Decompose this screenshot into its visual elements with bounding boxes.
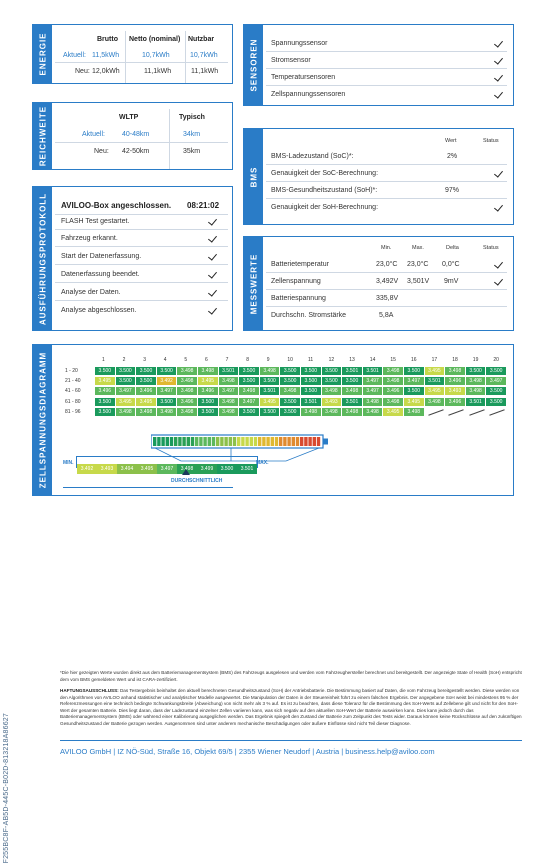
messwert-label: Durchschn. Stromstärke	[271, 312, 347, 319]
battery-cell-bar	[195, 437, 198, 446]
cell-voltage: 3.500	[486, 387, 506, 395]
protokoll-item: Analyse abgeschlossen.	[61, 307, 137, 314]
energie-header-netto: Netto (nominal)	[129, 36, 181, 43]
grid-column-label: 15	[390, 357, 396, 363]
sensoren-panel	[243, 24, 514, 106]
cell-voltage: 3.498	[445, 367, 465, 375]
messwert-value: 3,492V	[376, 278, 399, 285]
cell-voltage: 3.500	[486, 398, 506, 406]
cell-voltage: 3.495	[136, 398, 156, 406]
grid-column-label: 10	[287, 357, 293, 363]
cell-voltage: 3.500	[95, 408, 115, 416]
cell-voltage: 3.500	[116, 367, 136, 375]
cell-voltage: 3.498	[466, 387, 486, 395]
protokoll-item: Datenerfassung beendet.	[61, 271, 140, 278]
average-label: DURCHSCHNITTLICH	[171, 478, 223, 484]
grid-column-label: 6	[205, 357, 208, 363]
cell-voltage: 3.500	[301, 377, 321, 385]
scale-value: 3.499	[197, 464, 217, 474]
cell-voltage: 3.498	[198, 367, 218, 375]
cell-voltage: 3.492	[157, 377, 177, 385]
battery-cell-bar	[254, 437, 257, 446]
battery-cell-bar	[224, 437, 227, 446]
messwerte-header-delta: Delta	[446, 245, 459, 251]
messwert-value: 5,8A	[379, 312, 394, 319]
cell-voltage: 3.493	[445, 387, 465, 395]
cell-voltage: 3.498	[239, 387, 259, 395]
energie-neu-brutto: 12,0kWh	[92, 68, 120, 75]
battery-cell-bar	[170, 437, 173, 446]
protokoll-tab: AUSFÜHRUNGSPROTOKOLL	[33, 187, 52, 330]
cell-voltage: 3.498	[383, 398, 403, 406]
cell-voltage: 3.495	[260, 398, 280, 406]
grid-column-label: 9	[266, 357, 270, 363]
reichweite-tab: REICHWEITE	[33, 103, 52, 169]
sensor-item: Temperatursensoren	[271, 74, 336, 81]
cell-voltage: 3.498	[157, 408, 177, 416]
battery-cell-bar	[187, 437, 190, 446]
scale-min-label: MIN.	[63, 460, 74, 466]
battery-cell-bar	[271, 437, 274, 446]
protokoll-item: FLASH Test gestartet.	[61, 218, 130, 225]
grid-column-label: 3	[143, 357, 146, 363]
cell-voltage: 3.497	[486, 377, 506, 385]
battery-cell-bar	[258, 437, 261, 446]
grid-column-label: 5	[184, 357, 188, 363]
battery-cell-bar	[283, 437, 286, 446]
cell-voltage: 3.500	[280, 367, 300, 375]
cell-voltage: 3.500	[116, 377, 136, 385]
cell-voltage: 3.496	[445, 377, 465, 385]
battery-cell-bar	[157, 437, 160, 446]
cell-voltage: 3.495	[95, 377, 115, 385]
cell-voltage: 3.497	[219, 387, 239, 395]
battery-cell-bar	[296, 437, 299, 446]
cell-voltage: 3.495	[425, 387, 445, 395]
battery-cell-bar	[220, 437, 223, 446]
bms-panel	[243, 128, 514, 225]
reichweite-neu-wltp: 42-50km	[122, 148, 150, 155]
cell-voltage: 3.497	[157, 387, 177, 395]
grid-row-label: 1 - 20	[65, 368, 78, 374]
bms-soc-label: BMS-Ladezustand (SoC)*:	[271, 153, 354, 160]
reichweite-aktuell-label: Aktuell:	[82, 131, 105, 138]
cell-voltage: 3.500	[322, 367, 342, 375]
messwert-label: Batteriespannung	[271, 295, 326, 302]
cell-voltage: 3.495	[116, 398, 136, 406]
bms-tab: BMS	[244, 129, 263, 224]
grid-column-label: 13	[349, 357, 355, 363]
empty-cell	[469, 409, 484, 415]
energie-row-neu-label: Neu:	[75, 68, 90, 75]
grid-row-label: 61 - 80	[65, 398, 81, 405]
cell-voltage: 3.498	[219, 398, 239, 406]
messwert-value: 23,0°C	[407, 261, 429, 268]
cell-voltage: 3.495	[425, 367, 445, 375]
energie-aktuell-netto: 10,7kWh	[142, 52, 170, 59]
cell-voltage: 3.501	[363, 367, 383, 375]
reichweite-panel	[32, 102, 233, 170]
cell-voltage: 3.498	[116, 408, 136, 416]
cell-voltage: 3.500	[198, 408, 218, 416]
footer-contact: AVILOO GmbH | IZ NÖ-Süd, Straße 16, Objekt 69/5 | 2355 Wiener Neudorf | Austria | business.help@aviloo.com	[60, 747, 435, 756]
protokoll-panel	[32, 186, 233, 331]
cell-voltage: 3.500	[136, 377, 156, 385]
cell-voltage: 3.495	[198, 377, 218, 385]
cell-voltage: 3.495	[404, 398, 424, 406]
cell-voltage: 3.498	[301, 408, 321, 416]
cell-voltage: 3.500	[486, 367, 506, 375]
cell-voltage: 3.500	[95, 398, 115, 406]
cell-voltage: 3.496	[445, 398, 465, 406]
battery-cell-bar	[203, 437, 206, 446]
check-icon	[208, 216, 217, 225]
battery-cell-bar	[262, 437, 265, 446]
reichweite-header-wltp: WLTP	[119, 114, 139, 121]
cell-voltage: 3.495	[383, 408, 403, 416]
energie-header-brutto: Brutto	[97, 36, 118, 43]
cell-voltage: 3.500	[404, 367, 424, 375]
check-icon	[208, 287, 217, 296]
cell-voltage: 3.500	[136, 367, 156, 375]
energie-aktuell-nutzbar: 10,7kWh	[190, 52, 218, 59]
battery-cell-bar	[313, 437, 316, 446]
grid-row-label: 21 - 40	[65, 378, 81, 385]
reichweite-neu-label: Neu:	[94, 148, 109, 155]
voltage-scale	[76, 456, 258, 472]
disclaimer-text: Das Testergebnis beinhaltet den aktuell berechneten Gesundheitszustand (SoH) der Antriebsbatterie. Die Bestimmung basiert auf Daten, die vom Fahrzeug bereitgestellt werden. Diese werden von den Algorithmen von AVILOO anhand statistischer und analytischer Modelle ausgewertet. Die Manipulation der Daten in der Steuereinheit führt zu einem falschen Ergebnis. Der angegebene SoH weist bei mindestens 95 % der Referenzmessungen eine technisch bedingte Schwankungsbreite (Abweichung) von nicht mehr als 3 % auf. Es ist zu beachten, dass diese Toleranz für die Bestimmung des SoH-Werts auf Zellebene gilt und nicht für den SoH-Wert der gesamten Batterie. Dies liegt daran, dass der Ladezustand einzelner Zellen variieren kann, was sich negativ auf den aktuellen SoH-Wert der Batterie auswirken kann. Dies kann jedoch durch das Batteriemanagementsystem (BMS) oder während einer Kalibrierung ausgeglichen werden. Das Ergebnis spiegelt den Zustand der Batterie zum Zeitpunkt des Tests wider. Daraus können keine Rückschlüsse auf den zukünftigen Gesundheitszustand der Batterie gezogen werden. Ausgenommen sind unter anderem mechanische Beschädigungen oder äußere Einflüsse sind nicht Teil dieser Diagnose.	[60, 688, 522, 726]
bms-soc-accuracy-label: Genauigkeit der SoC-Berechnung:	[271, 170, 379, 177]
cell-voltage: 3.498	[425, 398, 445, 406]
reichweite-aktuell-typisch: 34km	[183, 131, 201, 138]
energie-row-aktuell-label: Aktuell:	[63, 52, 86, 59]
grid-column-label: 2	[122, 357, 126, 363]
protokoll-title: AVILOO-Box angeschlossen.	[61, 201, 172, 210]
cell-voltage: 3.496	[198, 387, 218, 395]
sensoren-tab: SENSOREN	[244, 25, 263, 105]
messwerte-panel	[243, 236, 514, 331]
battery-cell-bar	[178, 437, 181, 446]
scale-value: 3.500	[217, 464, 237, 474]
messwert-value: 9mV	[444, 278, 459, 285]
cell-voltage: 3.498	[322, 408, 342, 416]
asterisk-note: *Die hier gezeigten Werte wurden direkt aus dem Batteriemanagementsystem (BMS) des Fahrzeugs ausgelesen und werden vom Fahrzeughersteller berechnet und bereitgestellt. Der angezeigte State of Health (SoH) entspricht dem vom BMS gemeldeten Wert und ist CARA-zertifiziert.	[60, 670, 522, 682]
cell-voltage: 3.501	[466, 398, 486, 406]
reichweite-neu-typisch: 35km	[183, 148, 201, 155]
check-icon	[494, 55, 503, 64]
cell-voltage: 3.500	[280, 398, 300, 406]
cell-voltage: 3.500	[342, 377, 362, 385]
energie-aktuell-brutto: 11,5kWh	[92, 52, 120, 59]
check-icon	[494, 259, 503, 268]
battery-cell-bar	[233, 437, 236, 446]
battery-cell-bar	[245, 437, 248, 446]
zellspannung-tab: ZELLSPANNUNGSDIAGRAMM	[33, 345, 52, 495]
check-icon	[494, 202, 503, 211]
cell-voltage: 3.500	[239, 408, 259, 416]
bms-header-status: Status	[483, 138, 499, 144]
cell-voltage: 3.500	[157, 398, 177, 406]
protokoll-time: 08:21:02	[187, 201, 220, 210]
energie-neu-netto: 11,1kWh	[144, 68, 172, 75]
check-icon	[494, 168, 503, 177]
scale-max-label: MAX.	[256, 460, 269, 466]
cell-voltage: 3.498	[363, 408, 383, 416]
cell-voltage: 3.500	[322, 377, 342, 385]
grid-row-label: 41 - 60	[65, 388, 81, 395]
messwert-value: 335,8V	[376, 295, 399, 302]
check-icon	[494, 276, 503, 285]
protokoll-item: Start der Datenerfassung.	[61, 253, 142, 260]
scale-value: 3.494	[117, 464, 137, 474]
battery-cell-bar	[174, 437, 177, 446]
battery-cell-bar	[241, 437, 244, 446]
messwerte-header-max: Max.	[412, 245, 424, 251]
battery-cell-bar	[266, 437, 269, 446]
cell-voltage: 3.500	[280, 377, 300, 385]
sensor-item: Spannungssensor	[271, 40, 328, 47]
messwerte-header-status: Status	[483, 245, 499, 251]
cell-voltage: 3.498	[260, 367, 280, 375]
cell-voltage: 3.498	[177, 367, 197, 375]
cell-voltage: 3.498	[219, 408, 239, 416]
bms-soc-value: 2%	[447, 153, 458, 160]
grid-column-label: 8	[246, 357, 249, 363]
empty-cell	[490, 409, 505, 415]
grid-column-label: 16	[411, 357, 417, 363]
battery-cell-bar	[279, 437, 282, 446]
cell-voltage: 3.500	[466, 367, 486, 375]
grid-column-label: 1	[102, 357, 105, 363]
cell-voltage: 3.501	[425, 377, 445, 385]
cell-voltage: 3.496	[177, 398, 197, 406]
grid-column-label: 14	[369, 357, 376, 363]
battery-cell-bar	[287, 437, 290, 446]
messwert-label: Zellenspannung	[271, 278, 321, 285]
scale-value: 3.501	[237, 464, 257, 474]
battery-cell-bar	[212, 437, 215, 446]
grid-column-label: 12	[328, 357, 335, 363]
cell-voltage: 3.500	[198, 398, 218, 406]
cell-voltage: 3.498	[280, 387, 300, 395]
cell-voltage: 3.500	[157, 367, 177, 375]
battery-cell-bar	[292, 437, 295, 446]
cell-voltage: 3.498	[136, 408, 156, 416]
grid-column-label: 17	[431, 357, 438, 363]
scale-value: 3.493	[97, 464, 117, 474]
messwert-value: 0,0°C	[442, 261, 460, 268]
check-icon	[208, 305, 217, 314]
messwert-value: 3,501V	[407, 278, 430, 285]
scale-value: 3.498	[177, 464, 197, 474]
cell-voltage: 3.496	[95, 387, 115, 395]
battery-cell-bar	[237, 437, 240, 446]
battery-cell-bar	[250, 437, 253, 446]
check-icon	[494, 89, 503, 98]
cell-voltage: 3.500	[404, 387, 424, 395]
cell-voltage: 3.501	[342, 398, 362, 406]
cell-voltage: 3.501	[260, 387, 280, 395]
cell-voltage: 3.498	[322, 387, 342, 395]
sensor-item: Stromsensor	[271, 57, 311, 64]
scale-value: 3.497	[157, 464, 177, 474]
reichweite-aktuell-wltp: 40-48km	[122, 131, 150, 138]
battery-cell-bar	[317, 437, 320, 446]
cell-voltage: 3.498	[342, 408, 362, 416]
check-icon	[494, 38, 503, 47]
cell-voltage: 3.498	[177, 377, 197, 385]
check-icon	[208, 251, 217, 260]
cell-voltage: 3.498	[177, 387, 197, 395]
grid-column-label: 11	[308, 357, 314, 363]
battery-cell-bar	[216, 437, 219, 446]
reichweite-header-typisch: Typisch	[179, 114, 205, 121]
cell-voltage: 3.496	[383, 387, 403, 395]
cell-voltage: 3.497	[363, 377, 383, 385]
cell-voltage: 3.498	[177, 408, 197, 416]
cell-voltage: 3.501	[219, 367, 239, 375]
battery-cell-bar	[229, 437, 232, 446]
check-icon	[208, 233, 217, 242]
battery-cell-bar	[199, 437, 202, 446]
grid-column-label: 19	[472, 357, 479, 363]
cell-voltage: 3.498	[466, 377, 486, 385]
cell-voltage: 3.497	[116, 387, 136, 395]
battery-cell-bar	[182, 437, 185, 446]
battery-cell-bar	[161, 437, 164, 446]
grid-row-label: 81 - 96	[65, 408, 81, 415]
grid-column-label: 18	[452, 357, 458, 363]
messwert-value: 23,0°C	[376, 261, 398, 268]
empty-cell	[448, 409, 463, 415]
cell-voltage: 3.498	[342, 387, 362, 395]
battery-cell-bar	[300, 437, 303, 446]
messwerte-tab: MESSWERTE	[244, 237, 263, 330]
scale-value: 3.495	[137, 464, 157, 474]
protokoll-item: Analyse der Daten.	[61, 289, 121, 296]
cell-voltage: 3.498	[383, 377, 403, 385]
cell-voltage: 3.500	[301, 367, 321, 375]
bms-soh-accuracy-label: Genauigkeit der SoH-Berechnung:	[271, 204, 379, 211]
battery-cell-bar	[308, 437, 311, 446]
cell-voltage: 3.500	[95, 367, 115, 375]
check-icon	[208, 269, 217, 278]
cell-voltage: 3.498	[404, 408, 424, 416]
empty-cell	[428, 409, 443, 415]
cell-voltage: 3.500	[301, 387, 321, 395]
battery-cell-bar	[191, 437, 194, 446]
zellspannung-panel	[32, 344, 514, 496]
battery-cell-bar	[166, 437, 169, 446]
document-id: F255BC8F-AB5D-445C-B02D-813218A86627	[3, 713, 10, 863]
cell-voltage: 3.496	[136, 387, 156, 395]
cell-voltage: 3.500	[260, 377, 280, 385]
grid-column-label: 4	[163, 357, 167, 363]
cell-voltage: 3.500	[239, 377, 259, 385]
average-marker-icon	[182, 469, 190, 475]
battery-cell-bar	[208, 437, 211, 446]
cell-voltage: 3.498	[219, 377, 239, 385]
disclaimer-note	[60, 688, 522, 728]
battery-cell-bar	[275, 437, 278, 446]
battery-cell-bar	[304, 437, 307, 446]
battery-cell-bar	[153, 437, 156, 446]
cell-voltage: 3.500	[239, 367, 259, 375]
cell-voltage: 3.493	[322, 398, 342, 406]
bms-header-wert: Wert	[445, 138, 457, 144]
bms-soh-value: 97%	[445, 187, 460, 194]
cell-voltage: 3.501	[301, 398, 321, 406]
messwert-label: Batterietemperatur	[271, 261, 329, 268]
cell-voltage: 3.501	[342, 367, 362, 375]
protokoll-item: Fahrzeug erkannt.	[61, 235, 118, 242]
grid-column-label: 20	[493, 357, 499, 363]
cell-voltage: 3.500	[260, 408, 280, 416]
grid-column-label: 7	[225, 357, 229, 363]
bms-soh-label: BMS-Gesundheitszustand (SoH)*:	[271, 187, 378, 194]
cell-voltage: 3.497	[239, 398, 259, 406]
cell-voltage: 3.497	[404, 377, 424, 385]
cell-voltage: 3.500	[280, 408, 300, 416]
energie-tab: ENERGIE	[33, 25, 52, 83]
cell-voltage: 3.498	[383, 367, 403, 375]
cell-voltage: 3.497	[363, 387, 383, 395]
energie-header-nutzbar: Nutzbar	[188, 36, 215, 43]
cell-voltage: 3.498	[363, 398, 383, 406]
messwerte-header-min: Min.	[381, 245, 392, 251]
disclaimer-title: HAFTUNGSAUSSCHLUSS:	[60, 688, 119, 693]
energie-panel	[32, 24, 233, 84]
scale-value: 3.492	[77, 464, 97, 474]
sensor-item: Zellspannungssensoren	[271, 91, 346, 98]
energie-neu-nutzbar: 11,1kWh	[191, 68, 219, 75]
check-icon	[494, 72, 503, 81]
